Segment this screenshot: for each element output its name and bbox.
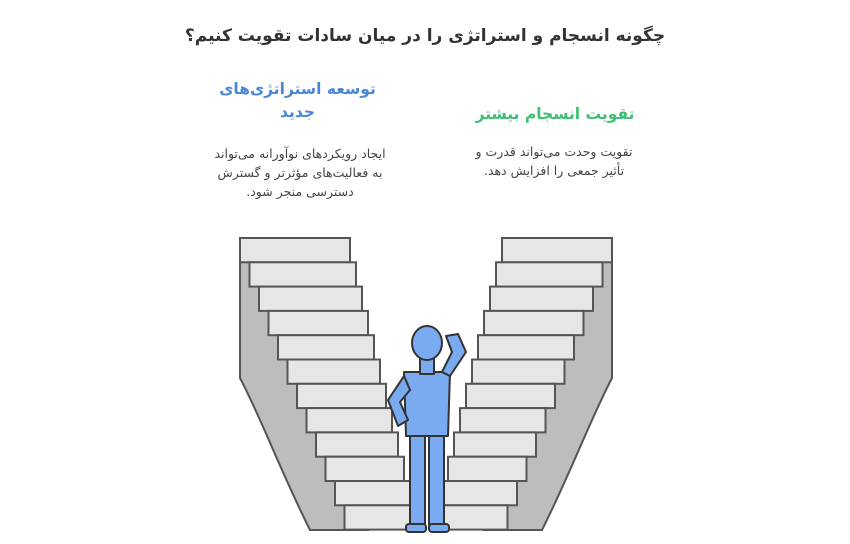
left-stair-step: [250, 262, 357, 286]
right-stair-step: [478, 335, 574, 359]
left-stair-step: [259, 287, 362, 311]
left-stair-step: [297, 384, 386, 408]
option-left-description: ایجاد رویکردهای نوآورانه می‌تواند به فعالیت‌های مؤثرتر و گسترش دسترسی منجر شود.: [214, 146, 386, 199]
right-stair-step: [442, 481, 517, 505]
right-stair-step: [502, 238, 612, 262]
right-stair-step: [472, 360, 565, 384]
left-stair-step: [269, 311, 369, 335]
right-stair-step: [496, 262, 603, 286]
right-stair-step: [466, 384, 555, 408]
option-left-title: توسعه استراتژی‌های جدید: [219, 80, 376, 121]
option-right-title: تقویت انسجام بیشتر: [475, 105, 635, 123]
left-stair-step: [307, 408, 393, 432]
left-stair-step: [326, 457, 405, 481]
right-stair-step: [448, 457, 527, 481]
left-stair-step: [335, 481, 410, 505]
option-right-description: تقویت وحدت می‌تواند قدرت و تأثیر جمعی را افزایش دهد.: [475, 144, 633, 178]
left-staircase-icon: [240, 238, 416, 530]
left-stair-step: [240, 238, 350, 262]
right-stair-step: [454, 432, 536, 456]
right-stair-step: [460, 408, 546, 432]
left-stair-step: [278, 335, 374, 359]
right-staircase-icon: [436, 238, 612, 530]
right-stair-step: [484, 311, 584, 335]
right-stair-step: [490, 287, 593, 311]
diagram-title: چگونه انسجام و استراتژی را در میان سادات تقویت کنیم؟: [184, 26, 666, 46]
left-stair-step: [288, 360, 381, 384]
left-stair-step: [316, 432, 398, 456]
